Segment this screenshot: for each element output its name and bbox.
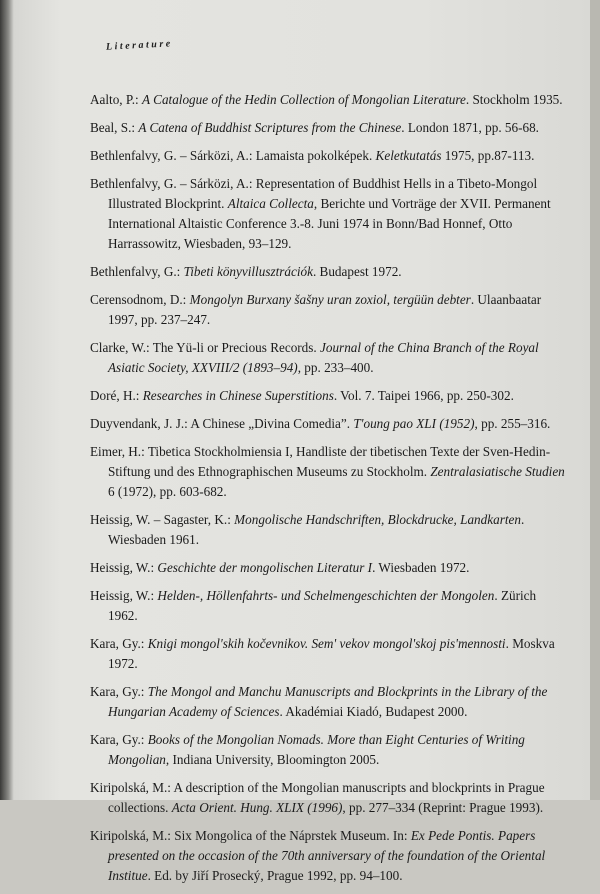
book-spine xyxy=(0,0,14,800)
entry-title-italic: T'oung pao XLI (1952) xyxy=(353,416,475,431)
entry-text: Heissig, W.: xyxy=(90,560,158,575)
entry-text: Doré, H.: xyxy=(90,388,143,403)
entry-text: , pp. 233–400. xyxy=(297,360,374,375)
entry-text: , Berichte und Vorträge der XVII. Permanent International Altaistic Conference 3.-8. Juni 1974 in Bonn/Bad Honnef, Otto Harrassowitz, Wiesbaden, 93–129. xyxy=(108,196,551,251)
bibliography-entry xyxy=(90,442,568,502)
entry-title-italic: Ex Pede Pontis. Papers presented on the occasion of the 70th anniversary of the foundation of the Oriental Institue xyxy=(108,828,546,883)
entry-text: 6 (1972), pp. 603-682. xyxy=(108,484,227,499)
bibliography-entry xyxy=(90,290,568,330)
entry-text: Duyvendank, J. J.: A Chinese „Divina Comedia”. xyxy=(90,416,354,431)
bibliography-entry xyxy=(90,826,568,886)
entry-text: . Ulaanbaatar 1997, pp. 237–247. xyxy=(108,292,542,327)
entry-text: Bethlenfalvy, G.: xyxy=(90,264,184,279)
entry-text: Kara, Gy.: xyxy=(90,732,148,747)
entry-title-italic: Geschichte der mongolischen Literatur I xyxy=(157,560,373,575)
entry-text: Kiripolská, M.: A description of the Mongolian manuscripts and blockprints in Prague collections. xyxy=(90,780,545,815)
entry-text: Beal, S.: xyxy=(90,120,139,135)
entry-title-italic: Altaica Collecta xyxy=(227,196,314,211)
bibliography-entry xyxy=(90,558,568,578)
entry-text: Eimer, H.: Tibetica Stockholmiensia I, Handliste der tibetischen Texte der Sven-Hedin-Stiftung und des Ethnographischen Museums zu Stockholm. xyxy=(90,444,551,479)
entry-text: Clarke, W.: The Yü-li or Precious Records. xyxy=(90,340,321,355)
entry-title-italic: Researches in Chinese Superstitions xyxy=(142,388,334,403)
entry-text: . Zürich 1962. xyxy=(108,588,537,623)
entry-title-italic: Keletkutatás xyxy=(375,148,442,163)
bibliography-entry xyxy=(90,174,568,254)
bibliography-entry xyxy=(90,262,568,282)
entry-text: Kiripolská, M.: Six Mongolica of the Náprstek Museum. In: xyxy=(90,828,411,843)
entry-title-italic: Knigi mongol'skih kočevnikov. Sem' vekov mongol'skoj pis'mennosti xyxy=(147,636,506,651)
bibliography-entry xyxy=(90,146,568,166)
entry-title-italic: A Catalogue of the Hedin Collection of Mongolian Literature xyxy=(142,92,466,107)
entry-text: 1975, pp.87-113. xyxy=(441,148,535,163)
bibliography-entry xyxy=(90,338,568,378)
entry-title-italic: Journal of the China Branch of the Royal Asiatic Society, XXVIII/2 (1893–94) xyxy=(108,340,539,375)
entry-title-italic: Books of the Mongolian Nomads. More than Eight Centuries of Writing Mongolian xyxy=(108,732,525,767)
entry-title-italic: Acta Orient. Hung. XLIX (1996) xyxy=(171,800,343,815)
bibliography-list xyxy=(90,90,568,894)
bibliography-entry xyxy=(90,414,568,434)
entry-text: , pp. 277–334 (Reprint: Prague 1993). xyxy=(342,800,544,815)
entry-title-italic: Helden-, Höllenfahrts- und Schelmengeschichten der Mongolen xyxy=(157,588,495,603)
entry-text: Bethlenfalvy, G. – Sárközi, A.: Lamaista pokolképek. xyxy=(90,148,376,163)
entry-text: . Stockholm 1935. xyxy=(465,92,563,107)
entry-text: Heissig, W. – Sagaster, K.: xyxy=(90,512,235,527)
entry-text: . Akadémiai Kiadó, Budapest 2000. xyxy=(279,704,468,719)
bibliography-entry xyxy=(90,778,568,818)
entry-text: , pp. 255–316. xyxy=(474,416,551,431)
entry-text: Kara, Gy.: xyxy=(90,636,148,651)
entry-text: . Wiesbaden 1972. xyxy=(372,560,470,575)
bibliography-entry xyxy=(90,118,568,138)
entry-text: Cerensodnom, D.: xyxy=(90,292,190,307)
bibliography-entry xyxy=(90,90,568,110)
entry-text: Bethlenfalvy, G. – Sárközi, A.: Representation of Buddhist Hells in a Tibeto-Mongol Illustrated Blockprint. xyxy=(90,176,538,211)
page-edge xyxy=(590,0,600,800)
section-heading: Literature xyxy=(105,38,173,53)
entry-title-italic: Mongolische Handschriften, Blockdrucke, Landkarten xyxy=(234,512,521,527)
entry-title-italic: The Mongol and Manchu Manuscripts and Blockprints in the Library of the Hungarian Academy of Sciences xyxy=(108,684,548,719)
entry-text: . Vol. 7. Taipei 1966, pp. 250-302. xyxy=(333,388,514,403)
bibliography-entry xyxy=(90,730,568,770)
entry-text: , Indiana University, Bloomington 2005. xyxy=(165,752,380,767)
entry-title-italic: Zentralasiatische Studien xyxy=(430,464,565,479)
entry-title-italic: Mongolyn Burxany šašny uran zoxiol, tergüün debter xyxy=(189,292,471,307)
bibliography-entry xyxy=(90,586,568,626)
entry-text: . Ed. by Jiří Prosecký, Prague 1992, pp. 94–100. xyxy=(147,868,403,883)
entry-text: Aalto, P.: xyxy=(90,92,143,107)
entry-text: . Wiesbaden 1961. xyxy=(108,512,525,547)
entry-text: Kara, Gy.: xyxy=(90,684,148,699)
entry-text: . Moskva 1972. xyxy=(108,636,555,671)
entry-text: . London 1871, pp. 56-68. xyxy=(401,120,539,135)
bibliography-entry xyxy=(90,386,568,406)
entry-text: Heissig, W.: xyxy=(90,588,158,603)
bibliography-entry xyxy=(90,510,568,550)
entry-title-italic: A Catena of Buddhist Scriptures from the Chinese xyxy=(138,120,402,135)
entry-text: . Budapest 1972. xyxy=(312,264,402,279)
entry-title-italic: Tibeti könyvillusztrációk xyxy=(183,264,313,279)
bibliography-entry xyxy=(90,634,568,674)
bibliography-entry xyxy=(90,682,568,722)
